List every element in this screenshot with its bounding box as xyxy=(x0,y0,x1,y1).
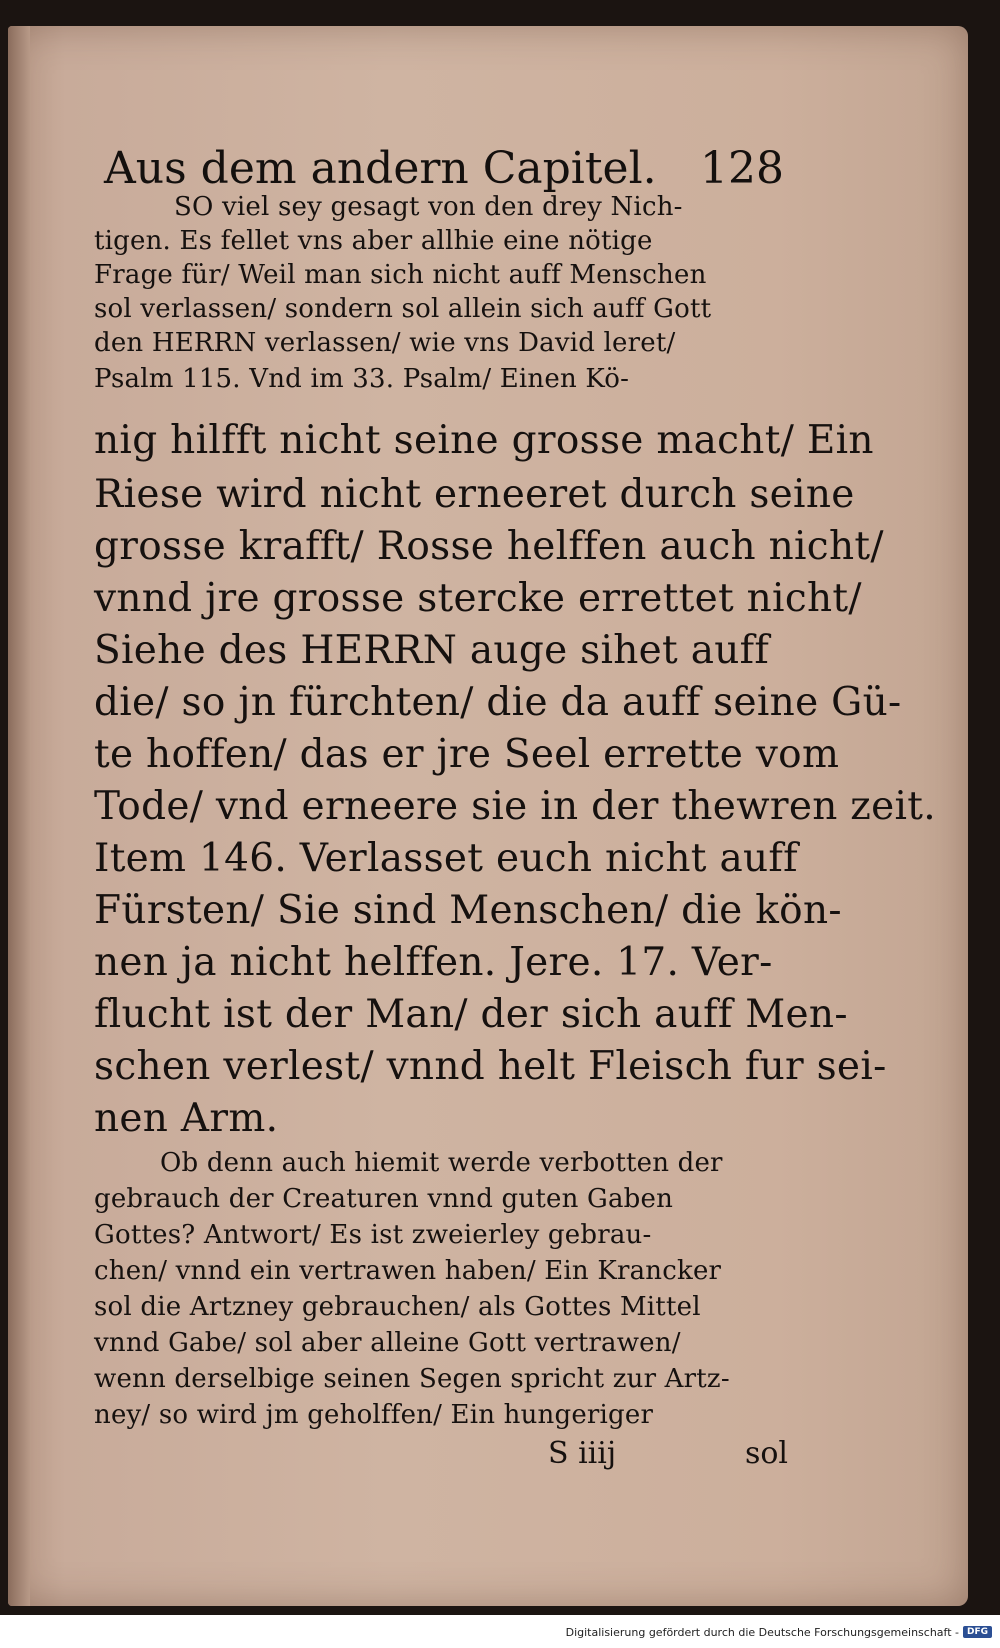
text-line: vnnd Gabe/ sol aber alleine Gott vertrawen/ xyxy=(94,1328,681,1358)
text-line: SO viel sey gesagt von den drey Nich- xyxy=(174,192,683,222)
text-line: te hoffen/ das er jre Seel errette vom xyxy=(94,732,840,777)
running-title: Aus dem andern Capitel. xyxy=(104,143,657,194)
text-line: den HERRN verlassen/ wie vns David leret/ xyxy=(94,328,676,358)
text-line: gebrauch der Creaturen vnnd guten Gaben xyxy=(94,1184,674,1214)
digitization-footer xyxy=(0,1622,992,1642)
text-line: wenn derselbige seinen Segen spricht zur Artz- xyxy=(94,1364,730,1394)
text-line: Psalm 115. Vnd im 33. Psalm/ Einen Kö- xyxy=(94,364,630,394)
text-line: Frage für/ Weil man sich nicht auff Menschen xyxy=(94,260,707,290)
text-line: sol verlassen/ sondern sol allein sich auff Gott xyxy=(94,294,712,324)
text-line: Riese wird nicht erneeret durch seine xyxy=(94,472,855,517)
signature-line xyxy=(548,1436,788,1471)
text-line: die/ so jn fürchten/ die da auff seine Gü- xyxy=(94,680,902,725)
running-header xyxy=(104,134,784,194)
dfg-logo[interactable]: DFG xyxy=(963,1626,992,1638)
text-line: Siehe des HERRN auge sihet auff xyxy=(94,628,770,673)
text-line: chen/ vnnd ein vertrawen haben/ Ein Krancker xyxy=(94,1256,722,1286)
text-line: schen verlest/ vnnd helt Fleisch fur sei- xyxy=(94,1044,887,1089)
funding-credit: Digitalisierung gefördert durch die Deutsche Forschungsgemeinschaft - xyxy=(565,1625,959,1639)
text-line: nen ja nicht helffen. Jere. 17. Ver- xyxy=(94,940,773,985)
text-line: Gottes? Antwort/ Es ist zweierley gebrau- xyxy=(94,1220,652,1250)
text-line: flucht ist der Man/ der sich auff Men- xyxy=(94,992,848,1037)
text-line: nig hilfft nicht seine grosse macht/ Ein xyxy=(94,418,874,463)
catchword: sol xyxy=(744,1436,788,1471)
page-spine-edge xyxy=(8,26,30,1606)
text-line: sol die Artzney gebrauchen/ als Gottes Mittel xyxy=(94,1292,701,1322)
page-number: 128 xyxy=(700,143,784,194)
text-line: grosse krafft/ Rosse helffen auch nicht/ xyxy=(94,524,884,569)
signature-mark: S iiij xyxy=(548,1436,617,1471)
text-line: Item 146. Verlasset euch nicht auff xyxy=(94,836,798,881)
text-line: Ob denn auch hiemit werde verbotten der xyxy=(160,1148,723,1178)
text-line: Tode/ vnd erneere sie in der thewren zeit. xyxy=(94,784,936,829)
book-page xyxy=(8,26,968,1606)
text-line: Fürsten/ Sie sind Menschen/ die kön- xyxy=(94,888,842,933)
text-line: tigen. Es fellet vns aber allhie eine nötige xyxy=(94,226,653,256)
text-line: ney/ so wird jm geholffen/ Ein hungeriger xyxy=(94,1400,654,1430)
text-line: vnnd jre grosse stercke errettet nicht/ xyxy=(94,576,862,621)
text-line: nen Arm. xyxy=(94,1096,279,1141)
